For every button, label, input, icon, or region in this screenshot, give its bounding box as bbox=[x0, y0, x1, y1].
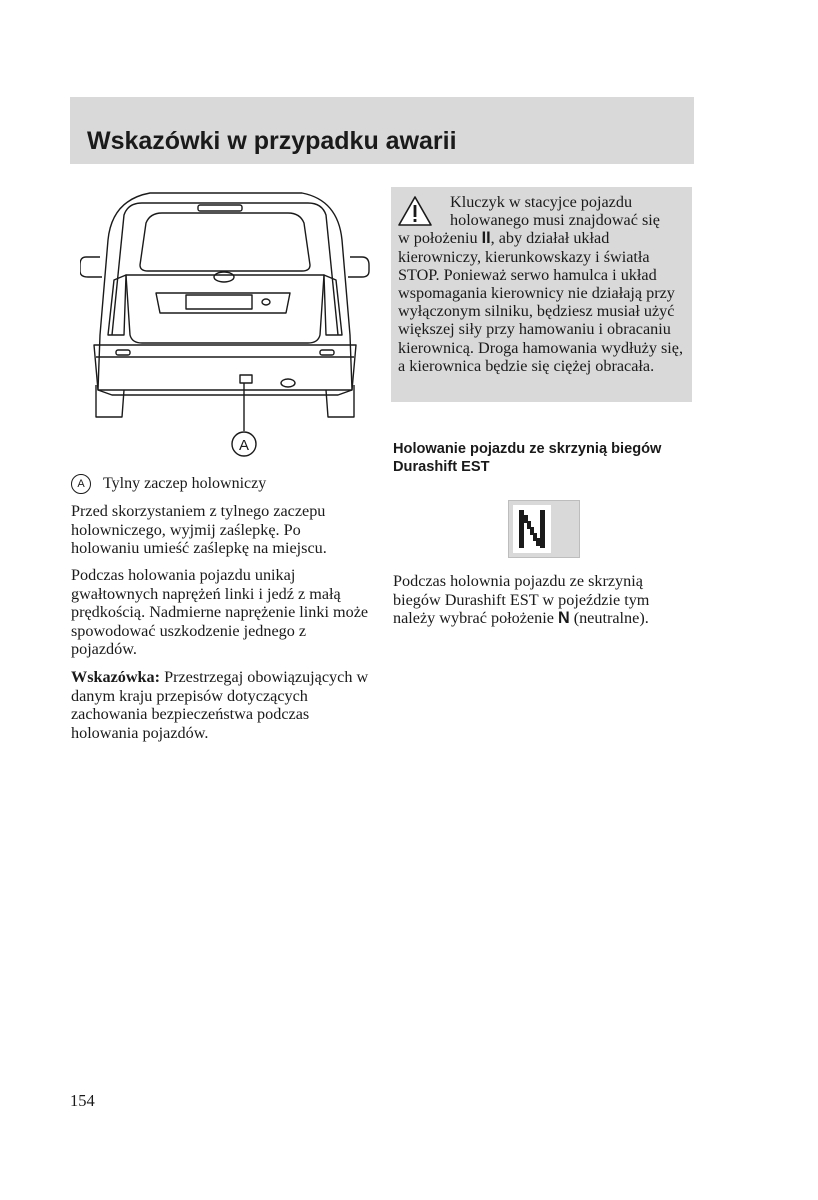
durashift-text-before: Podczas holownia pojazdu ze skrzynią biegów Durashift EST w pojeździe tym należy wybrać położenie bbox=[393, 572, 650, 628]
durashift-heading: Holowanie pojazdu ze skrzynią biegów Durashift EST bbox=[393, 441, 662, 475]
warning-text bbox=[398, 193, 690, 375]
callout-letter: A bbox=[238, 437, 250, 454]
ignition-position: II bbox=[481, 229, 491, 248]
gear-display bbox=[508, 500, 580, 558]
caption-text: Tylny zaczep holowniczy bbox=[103, 475, 267, 492]
caption-letter: A bbox=[71, 474, 91, 494]
page-title: Wskazówki w przypadku awarii bbox=[87, 127, 457, 155]
right-mirror bbox=[348, 257, 369, 277]
note-text: Przestrzegaj obowiązujących w danym kraju przepisów dotyczących zachowania bezpieczeństwa podczas holowania pojazdów. bbox=[71, 668, 369, 742]
warning-line-1: Kluczyk w stacyjce pojazdu bbox=[450, 193, 633, 211]
note-label: Wskazówka: bbox=[71, 668, 161, 686]
brand-badge bbox=[214, 272, 234, 282]
exhaust-pipe bbox=[281, 379, 295, 387]
car-body-outline bbox=[98, 193, 352, 395]
tailgate-handle bbox=[262, 299, 270, 305]
neutral-label: N bbox=[557, 609, 570, 628]
warning-line-2: holowanego musi znajdować się bbox=[450, 211, 660, 230]
warning-text-after: , aby działał układ kierowniczy, kierunkowskazy i światła STOP. Ponieważ serwo hamulca i układ wspomagania kierownicy nie działają przy wyłączonym silniku, będziesz musiał użyć większej siły przy hamowaniu i obracaniu kierownicą. Droga hamowania wydłuży się, a kierownica będzie się ciężej obracała. bbox=[398, 229, 683, 375]
section-header bbox=[70, 97, 694, 164]
neutral-gear-symbol bbox=[513, 505, 551, 553]
figure-caption bbox=[71, 474, 266, 494]
rear-bumper bbox=[94, 345, 356, 390]
page-number: 154 bbox=[70, 1091, 95, 1110]
towing-eye bbox=[240, 375, 252, 383]
durashift-text-after: (neutralne). bbox=[569, 609, 649, 628]
warning-box bbox=[391, 187, 692, 402]
car-rear-illustration bbox=[80, 185, 370, 465]
license-plate bbox=[186, 295, 252, 309]
paragraph-remove-cap: Przed skorzystaniem z tylnego zaczepu holowniczego, wyjmij zaślepkę. Po holowaniu umieść zaślepkę na miejscu. bbox=[71, 502, 327, 558]
rear-window bbox=[140, 213, 310, 271]
paragraph-durashift bbox=[393, 572, 693, 628]
warning-text-before: w położeniu bbox=[398, 229, 482, 248]
paragraph-towing-tension: Podczas holowania pojazdu unikaj gwałtownych naprężeń linki i jedź z małą prędkością. Nadmierne naprężenie linki może spowodować uszkodzenie jednego z pojazdów. bbox=[71, 566, 369, 659]
gear-display-screen bbox=[513, 505, 551, 553]
brake-light bbox=[198, 205, 242, 211]
paragraph-note bbox=[71, 668, 371, 742]
left-mirror bbox=[80, 257, 102, 277]
